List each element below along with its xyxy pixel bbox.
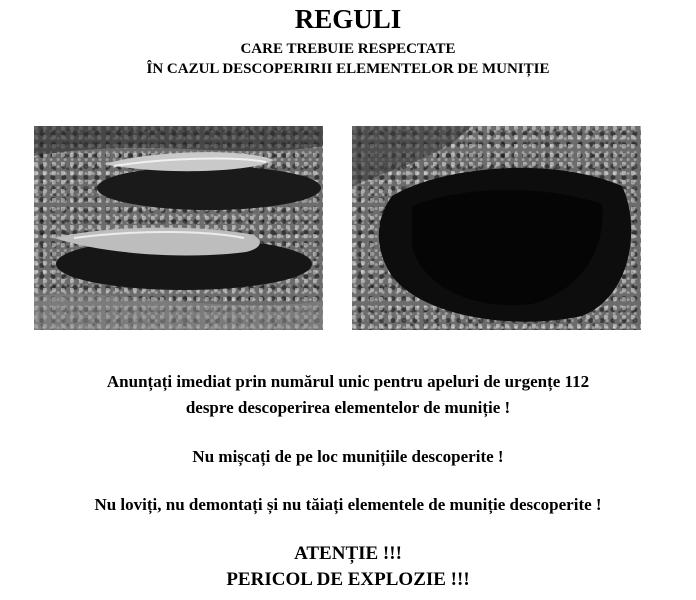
rule-do-not-move: Nu mișcați de pe loc munițiile descoperite ! bbox=[192, 447, 504, 466]
rule-do-not-touch: Nu loviți, nu demontați și nu tăiați elementele de muniție descoperite ! bbox=[94, 495, 602, 514]
document-title: REGULI bbox=[294, 4, 402, 34]
warning-attention: ATENȚIE !!! bbox=[294, 543, 402, 564]
warning-explosion-danger: PERICOL DE EXPLOZIE !!! bbox=[226, 569, 470, 590]
rule-call-112-line2: despre descoperirea elementelor de muniție ! bbox=[185, 398, 511, 417]
rule-call-112-line1: Anunțați imediat prin numărul unic pentru apeluri de urgențe 112 bbox=[106, 372, 590, 391]
document-subtitle-line2: ÎN CAZUL DESCOPERIRII ELEMENTELOR DE MUNIȚIE bbox=[146, 61, 550, 77]
munitions-photo-left bbox=[34, 126, 323, 330]
munitions-photo-right bbox=[352, 126, 641, 330]
document-subtitle-line1: CARE TREBUIE RESPECTATE bbox=[240, 41, 456, 57]
